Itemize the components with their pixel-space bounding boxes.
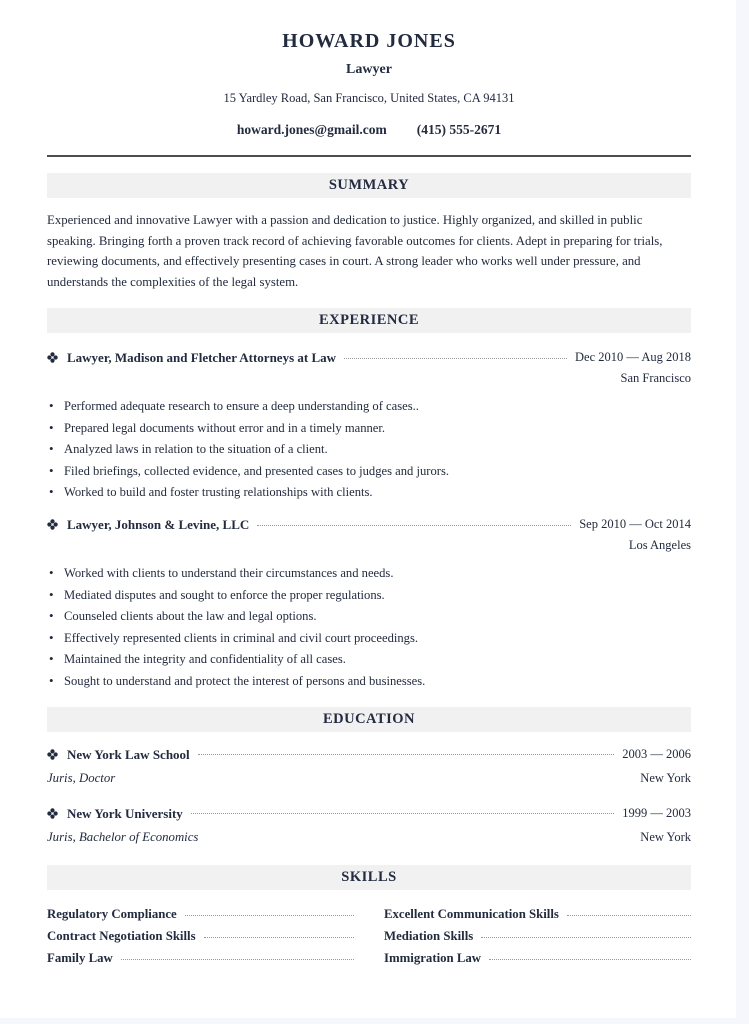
clover-icon — [47, 808, 58, 819]
dotted-leader — [185, 909, 354, 921]
school-dates: 2003 — 2006 — [622, 746, 691, 761]
job-entry-header — [47, 349, 691, 366]
resume-header — [47, 30, 691, 157]
bullet-item: • Effectively represented clients in criminal and civil court proceedings. — [47, 630, 691, 646]
bullet-item: • Worked with clients to understand their circumstances and needs. — [47, 565, 691, 581]
job-location: San Francisco — [620, 371, 691, 385]
bullet-item: • Prepared legal documents without error and in a timely manner. — [47, 420, 691, 436]
dotted-leader — [481, 931, 691, 943]
bullet-item: • Analyzed laws in relation to the situation of a client. — [47, 441, 691, 457]
section-heading-experience: EXPERIENCE — [47, 308, 691, 333]
dotted-leader — [198, 748, 615, 760]
bullet-item: • Performed adequate research to ensure a deep understanding of cases.. — [47, 398, 691, 414]
dotted-leader — [567, 909, 691, 921]
candidate-title: Lawyer — [346, 62, 392, 77]
bullet-item: • Counseled clients about the law and legal options. — [47, 608, 691, 624]
job-location: Los Angeles — [628, 538, 691, 552]
school-location: New York — [640, 829, 691, 844]
skill-label: Regulatory Compliance — [47, 907, 177, 921]
candidate-address: 15 Yardley Road, San Francisco, United States, CA 94131 — [223, 91, 515, 105]
education-entry-header — [47, 805, 691, 822]
skill-label: Excellent Communication Skills — [384, 907, 559, 921]
dotted-leader — [344, 352, 567, 364]
phone-text: (415) 555-2671 — [416, 122, 502, 137]
education-entry-header — [47, 746, 691, 763]
bullet-item: • Worked to build and foster trusting relationships with clients. — [47, 484, 691, 500]
job-entry-header — [47, 516, 691, 533]
skill-label: Contract Negotiation Skills — [47, 929, 196, 943]
section-heading-summary: SUMMARY — [47, 173, 691, 198]
contact-line — [47, 121, 691, 138]
education-entry-subline — [47, 829, 691, 845]
job-dates: Sep 2010 — Oct 2014 — [579, 517, 691, 531]
email-text: howard.jones@gmail.com — [236, 122, 387, 137]
header-divider — [47, 155, 691, 157]
bullet-item: • Filed briefings, collected evidence, and presented cases to judges and jurors. — [47, 463, 691, 479]
candidate-name: HOWARD JONES — [282, 30, 456, 52]
summary-text: Experienced and innovative Lawyer with a passion and dedication to justice. Highly organized, and skilled in public speaking. Bringing forth a proven track record of achieving favorable outcomes for clients. Adept in preparing for trials, reviewing documents, and effectively presenting cases in court. A strong leader who works well under pressure, and understands the complexities of the legal system. — [47, 213, 663, 289]
skills-grid — [47, 904, 691, 970]
clover-icon — [47, 519, 58, 530]
skill-item — [47, 904, 354, 926]
school-name: New York University — [67, 805, 183, 821]
skill-label: Family Law — [47, 951, 113, 965]
dotted-leader — [191, 807, 614, 819]
dotted-leader — [204, 931, 354, 943]
bullet-item: • Mediated disputes and sought to enforce the proper regulations. — [47, 587, 691, 603]
dotted-leader — [489, 953, 691, 965]
clover-icon — [47, 749, 58, 760]
job-dates: Dec 2010 — Aug 2018 — [575, 350, 691, 364]
job-bullets — [47, 398, 691, 500]
job-title: Lawyer, Johnson & Levine, LLC — [67, 517, 250, 532]
bullet-item: • Sought to understand and protect the interest of persons and businesses. — [47, 673, 691, 689]
section-heading-education: EDUCATION — [47, 707, 691, 732]
clover-icon — [47, 352, 58, 363]
skills-column-left — [47, 904, 354, 970]
job-title: Lawyer, Madison and Fletcher Attorneys at Law — [67, 350, 337, 365]
skill-item — [384, 948, 691, 970]
school-dates: 1999 — 2003 — [622, 805, 691, 820]
degree-text: Juris, Bachelor of Economics — [47, 829, 199, 844]
job-bullets — [47, 565, 691, 689]
school-name: New York Law School — [67, 746, 190, 762]
degree-text: Juris, Doctor — [47, 770, 116, 785]
skill-label: Mediation Skills — [384, 929, 474, 943]
dotted-leader — [121, 953, 354, 965]
skills-column-right — [384, 904, 691, 970]
skill-item — [384, 926, 691, 948]
skill-item — [47, 948, 354, 970]
skill-item — [384, 904, 691, 926]
school-location: New York — [640, 770, 691, 785]
skill-label: Immigration Law — [384, 951, 482, 965]
section-heading-skills: SKILLS — [47, 865, 691, 890]
education-entry-subline — [47, 770, 691, 786]
bullet-item: • Maintained the integrity and confidentiality of all cases. — [47, 651, 691, 667]
skill-item — [47, 926, 354, 948]
dotted-leader — [257, 519, 571, 531]
